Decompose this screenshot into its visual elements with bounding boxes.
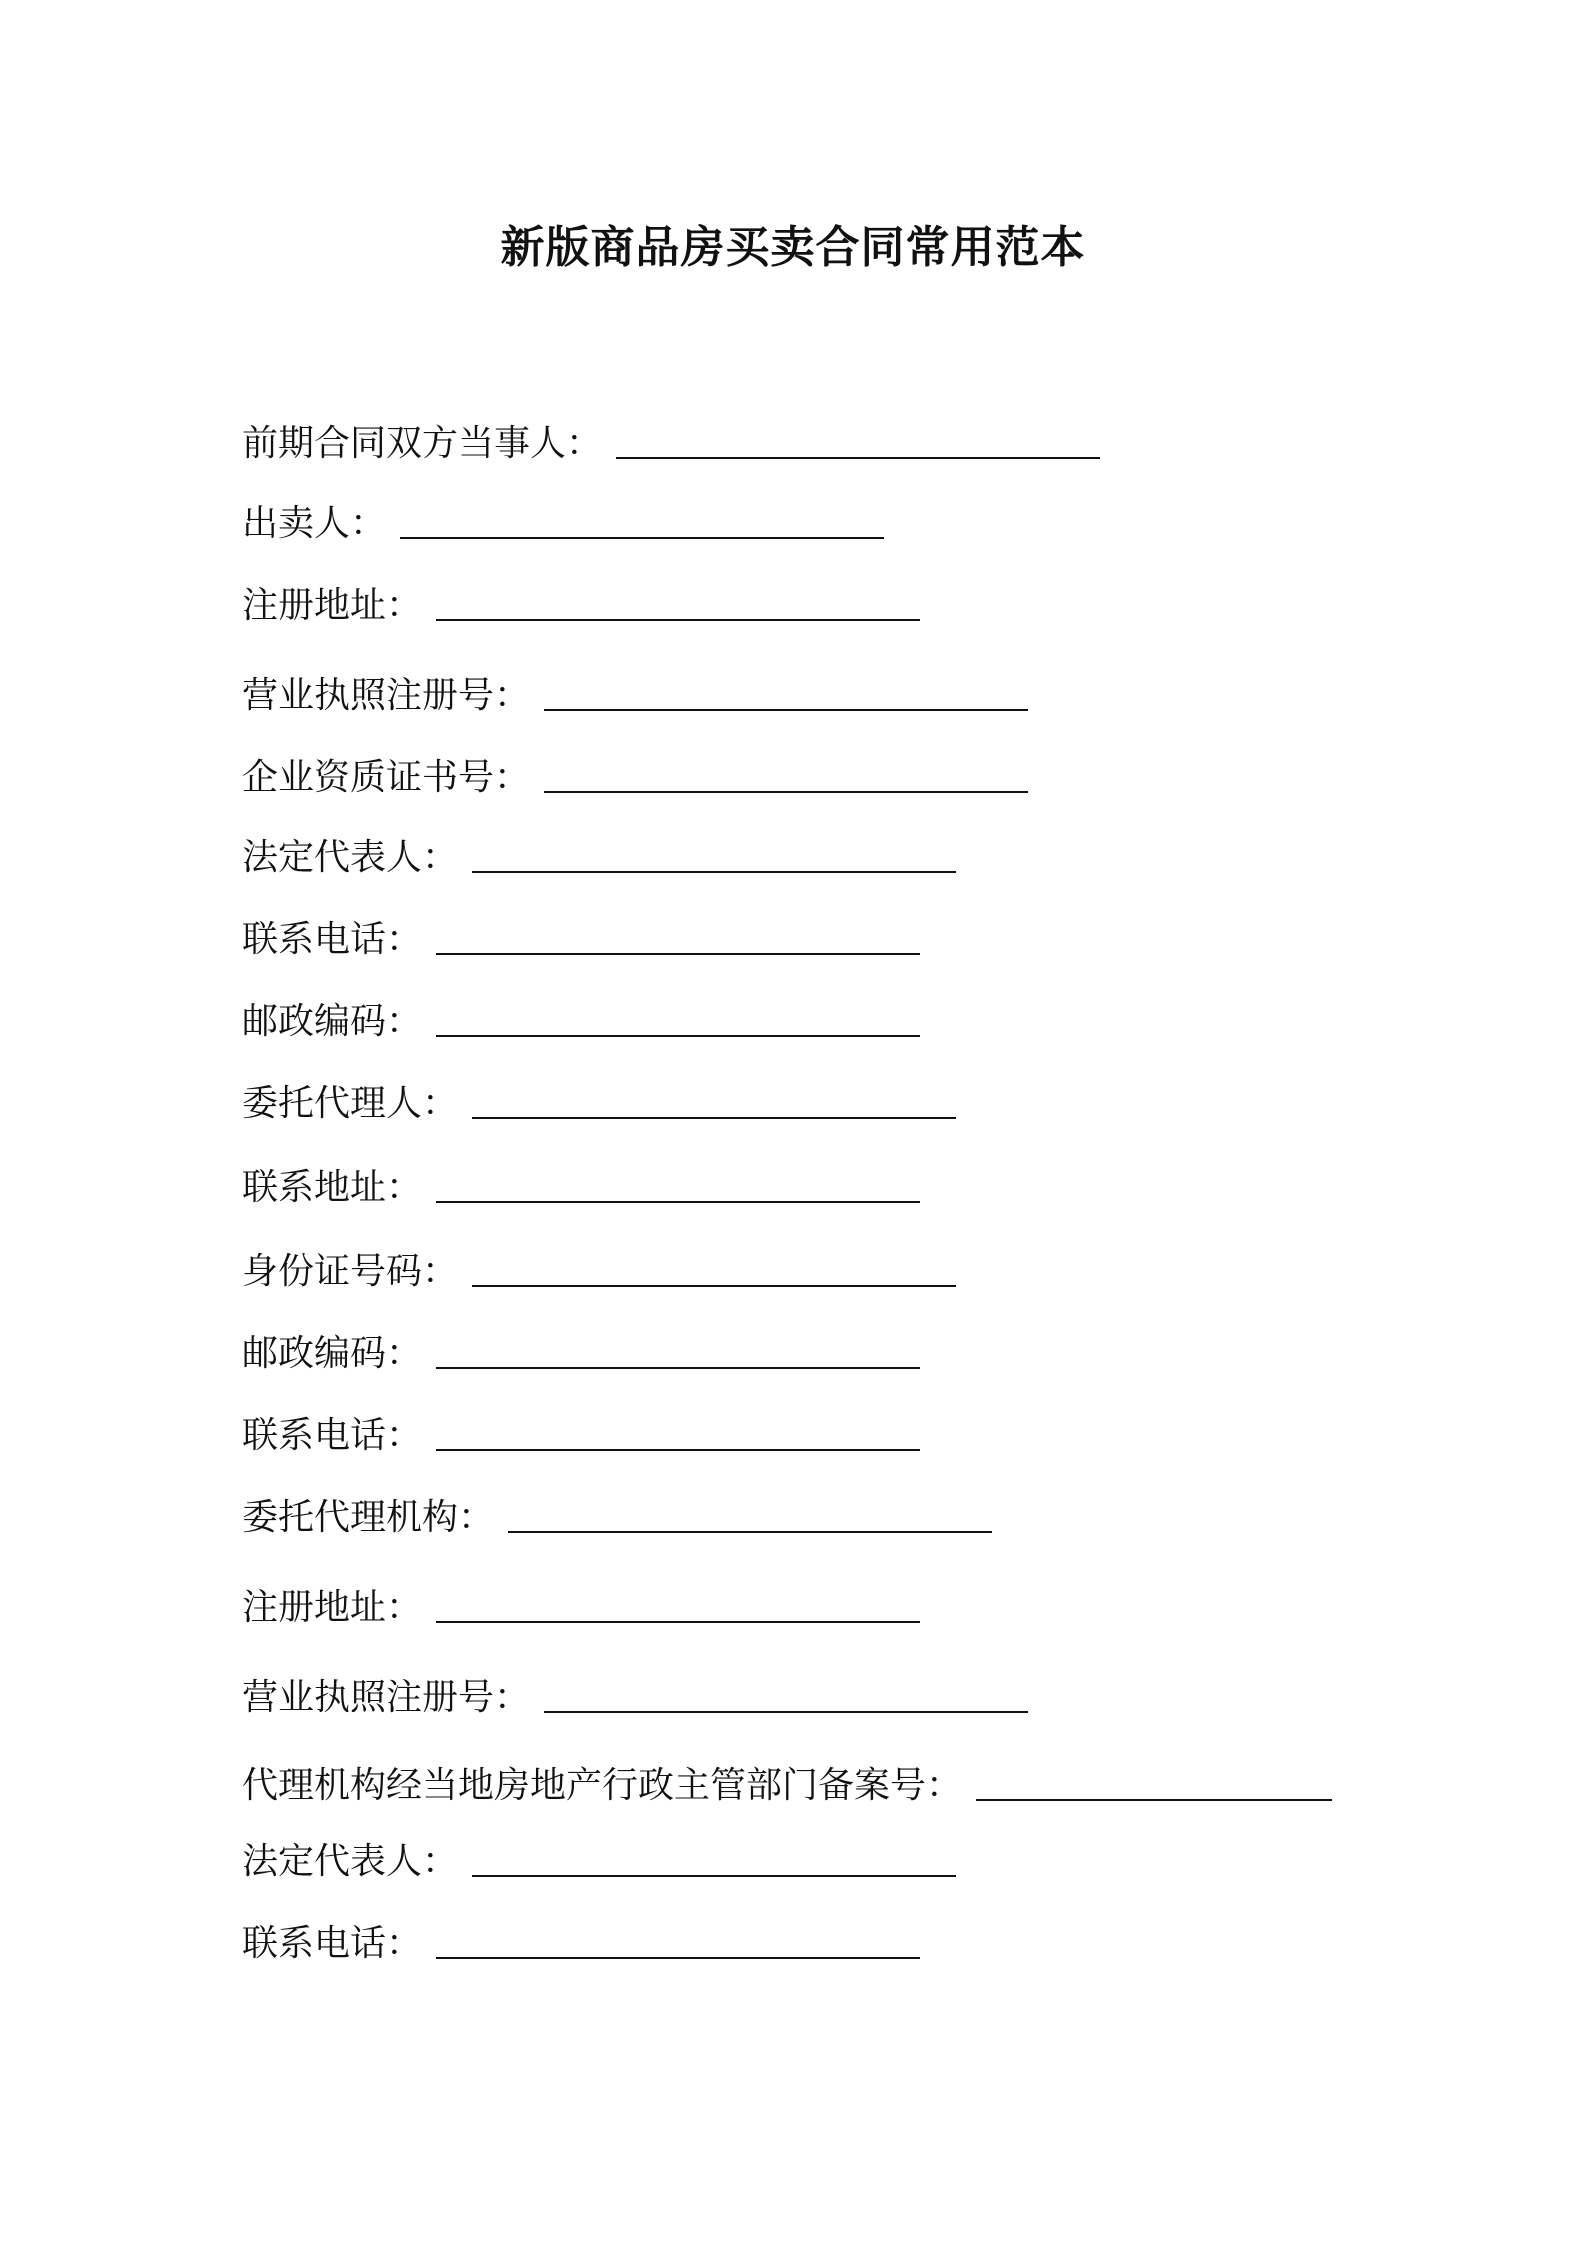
field-label: 代理机构经当地房地产行政主管部门备案号： [242,1765,963,1806]
field-label: 联系电话： [242,1923,423,1964]
field-label: 企业资质证书号： [242,757,531,798]
field-label: 法定代表人： [242,837,459,878]
field-label: 联系电话： [242,1415,423,1456]
fill-in-line[interactable] [976,1799,1332,1801]
field-label: 联系电话： [242,919,423,960]
field-label: 联系地址： [242,1167,423,1208]
fill-in-line[interactable] [544,1711,1028,1713]
document-title: 新版商品房买卖合同常用范本 [500,222,1086,273]
fill-in-line[interactable] [472,1117,956,1119]
field-row-postal-code [242,998,920,1046]
fill-in-line[interactable] [472,871,956,873]
field-row-prior-parties [242,420,1100,468]
field-label: 出卖人： [242,503,387,544]
field-row-phone [242,916,920,964]
field-row-authorized-agent [242,1080,956,1128]
field-label: 营业执照注册号： [242,1677,531,1718]
fill-in-line[interactable] [436,1367,920,1369]
fill-in-line[interactable] [544,791,1028,793]
fill-in-line[interactable] [436,1449,920,1451]
fill-in-line[interactable] [616,457,1100,459]
field-label: 委托代理机构： [242,1497,495,1538]
fill-in-line[interactable] [436,953,920,955]
field-row-seller [242,500,884,548]
fill-in-line[interactable] [472,1285,956,1287]
field-row-phone-3 [242,1920,920,1968]
fill-in-line[interactable] [436,619,920,621]
field-row-agency-filing-no [242,1762,1332,1810]
fill-in-line[interactable] [436,1035,920,1037]
field-label: 法定代表人： [242,1841,459,1882]
field-row-qualification-cert-no [242,754,1028,802]
field-label: 邮政编码： [242,1001,423,1042]
field-row-postal-code-2 [242,1330,920,1378]
field-label: 营业执照注册号： [242,675,531,716]
fill-in-line[interactable] [400,537,884,539]
field-row-registered-address-2 [242,1584,920,1632]
field-row-business-license-no-2 [242,1674,1028,1722]
fill-in-line[interactable] [436,1621,920,1623]
field-label: 注册地址： [242,1587,423,1628]
field-label: 身份证号码： [242,1251,459,1292]
field-label: 邮政编码： [242,1333,423,1374]
fill-in-line[interactable] [508,1531,992,1533]
field-row-legal-representative-2 [242,1838,956,1886]
field-row-contact-address [242,1164,920,1212]
field-label: 前期合同双方当事人： [242,423,603,464]
field-row-phone-2 [242,1412,920,1460]
field-row-agency [242,1494,992,1542]
field-row-registered-address [242,582,920,630]
fill-in-line[interactable] [544,709,1028,711]
fill-in-line[interactable] [436,1957,920,1959]
field-row-business-license-no [242,672,1028,720]
fill-in-line[interactable] [436,1201,920,1203]
field-row-legal-representative [242,834,956,882]
fill-in-line[interactable] [472,1875,956,1877]
field-label: 注册地址： [242,585,423,626]
field-label: 委托代理人： [242,1083,459,1124]
field-row-id-number [242,1248,956,1296]
